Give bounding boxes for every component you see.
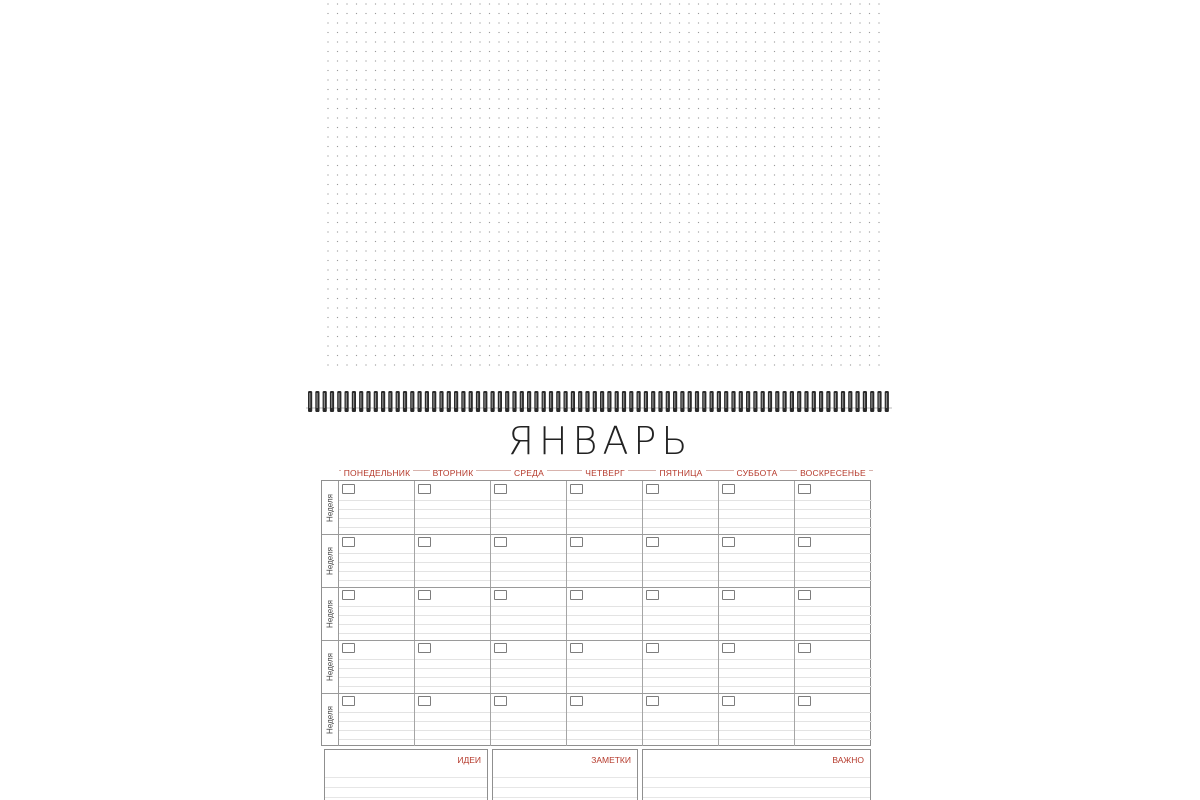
- day-cell[interactable]: [567, 587, 643, 640]
- date-box[interactable]: [798, 537, 811, 547]
- date-box[interactable]: [342, 537, 355, 547]
- date-box[interactable]: [342, 696, 355, 706]
- week-label: Неделя: [322, 534, 339, 587]
- day-cell[interactable]: [339, 481, 415, 534]
- day-cell[interactable]: [643, 693, 719, 746]
- week-label: Неделя: [322, 481, 339, 534]
- day-cell[interactable]: [491, 640, 567, 693]
- day-cell[interactable]: [491, 481, 567, 534]
- day-cell[interactable]: [491, 693, 567, 746]
- week-separator: [322, 693, 870, 694]
- day-cell[interactable]: [643, 640, 719, 693]
- date-box[interactable]: [722, 537, 735, 547]
- day-cell[interactable]: [719, 534, 795, 587]
- date-box[interactable]: [798, 643, 811, 653]
- date-box[interactable]: [418, 537, 431, 547]
- date-box[interactable]: [342, 590, 355, 600]
- day-cell[interactable]: [415, 481, 491, 534]
- weekday-sunday: ВОСКРЕСЕНЬЕ: [795, 463, 871, 481]
- day-cell[interactable]: [795, 534, 872, 587]
- date-box[interactable]: [418, 484, 431, 494]
- important-label: ВАЖНО: [832, 755, 864, 765]
- date-box[interactable]: [646, 537, 659, 547]
- date-box[interactable]: [494, 484, 507, 494]
- day-cell[interactable]: [719, 587, 795, 640]
- day-cell[interactable]: [339, 534, 415, 587]
- week-row: [322, 640, 872, 693]
- day-cell[interactable]: [491, 587, 567, 640]
- date-box[interactable]: [646, 484, 659, 494]
- notes-label: ЗАМЕТКИ: [591, 755, 631, 765]
- day-cell[interactable]: [643, 481, 719, 534]
- week-label: Неделя: [322, 693, 339, 746]
- date-box[interactable]: [570, 590, 583, 600]
- weekday-tuesday: ВТОРНИК: [415, 463, 491, 481]
- week-separator: [322, 640, 870, 641]
- weekday-thursday: ЧЕТВЕРГ: [567, 463, 643, 481]
- date-box[interactable]: [798, 590, 811, 600]
- notes-box[interactable]: [492, 749, 638, 800]
- day-cell[interactable]: [339, 640, 415, 693]
- spiral-binding: [306, 389, 892, 415]
- week-separator: [322, 587, 870, 588]
- date-box[interactable]: [798, 696, 811, 706]
- important-box[interactable]: [642, 749, 871, 800]
- date-box[interactable]: [494, 696, 507, 706]
- week-row: [322, 534, 872, 587]
- week-row: [322, 587, 872, 640]
- day-cell[interactable]: [643, 534, 719, 587]
- dot-grid-page: [324, 0, 884, 376]
- day-cell[interactable]: [339, 693, 415, 746]
- day-cell[interactable]: [567, 640, 643, 693]
- day-cell[interactable]: [415, 640, 491, 693]
- weekday-monday: ПОНЕДЕЛЬНИК: [339, 463, 415, 481]
- ideas-label: ИДЕИ: [457, 755, 481, 765]
- weekday-header: [339, 463, 873, 477]
- day-cell[interactable]: [567, 481, 643, 534]
- day-cell[interactable]: [339, 587, 415, 640]
- weekday-friday: ПЯТНИЦА: [643, 463, 719, 481]
- date-box[interactable]: [418, 590, 431, 600]
- date-box[interactable]: [342, 484, 355, 494]
- date-box[interactable]: [722, 643, 735, 653]
- day-cell[interactable]: [491, 534, 567, 587]
- date-box[interactable]: [570, 643, 583, 653]
- weekday-wednesday: СРЕДА: [491, 463, 567, 481]
- date-box[interactable]: [646, 643, 659, 653]
- date-box[interactable]: [494, 643, 507, 653]
- date-box[interactable]: [570, 484, 583, 494]
- day-cell[interactable]: [415, 693, 491, 746]
- ideas-box[interactable]: [324, 749, 488, 800]
- day-cell[interactable]: [567, 693, 643, 746]
- date-box[interactable]: [646, 696, 659, 706]
- day-cell[interactable]: [719, 693, 795, 746]
- day-cell[interactable]: [795, 693, 872, 746]
- date-box[interactable]: [722, 590, 735, 600]
- day-cell[interactable]: [415, 534, 491, 587]
- day-cell[interactable]: [643, 587, 719, 640]
- date-box[interactable]: [722, 484, 735, 494]
- month-title: ЯНВАРЬ: [507, 419, 693, 463]
- day-cell[interactable]: [795, 481, 872, 534]
- week-label: Неделя: [322, 640, 339, 693]
- day-cell[interactable]: [567, 534, 643, 587]
- day-cell[interactable]: [415, 587, 491, 640]
- day-cell[interactable]: [719, 640, 795, 693]
- week-label: Неделя: [322, 587, 339, 640]
- date-box[interactable]: [418, 643, 431, 653]
- date-box[interactable]: [494, 590, 507, 600]
- date-box[interactable]: [418, 696, 431, 706]
- date-box[interactable]: [570, 537, 583, 547]
- day-cell[interactable]: [795, 587, 872, 640]
- day-cell[interactable]: [795, 640, 872, 693]
- date-box[interactable]: [494, 537, 507, 547]
- date-box[interactable]: [342, 643, 355, 653]
- weekday-saturday: СУББОТА: [719, 463, 795, 481]
- calendar-grid: [321, 480, 871, 746]
- date-box[interactable]: [646, 590, 659, 600]
- day-cell[interactable]: [719, 481, 795, 534]
- week-row: [322, 693, 872, 746]
- week-separator: [322, 534, 870, 535]
- date-box[interactable]: [798, 484, 811, 494]
- week-row: [322, 481, 872, 534]
- date-box[interactable]: [570, 696, 583, 706]
- date-box[interactable]: [722, 696, 735, 706]
